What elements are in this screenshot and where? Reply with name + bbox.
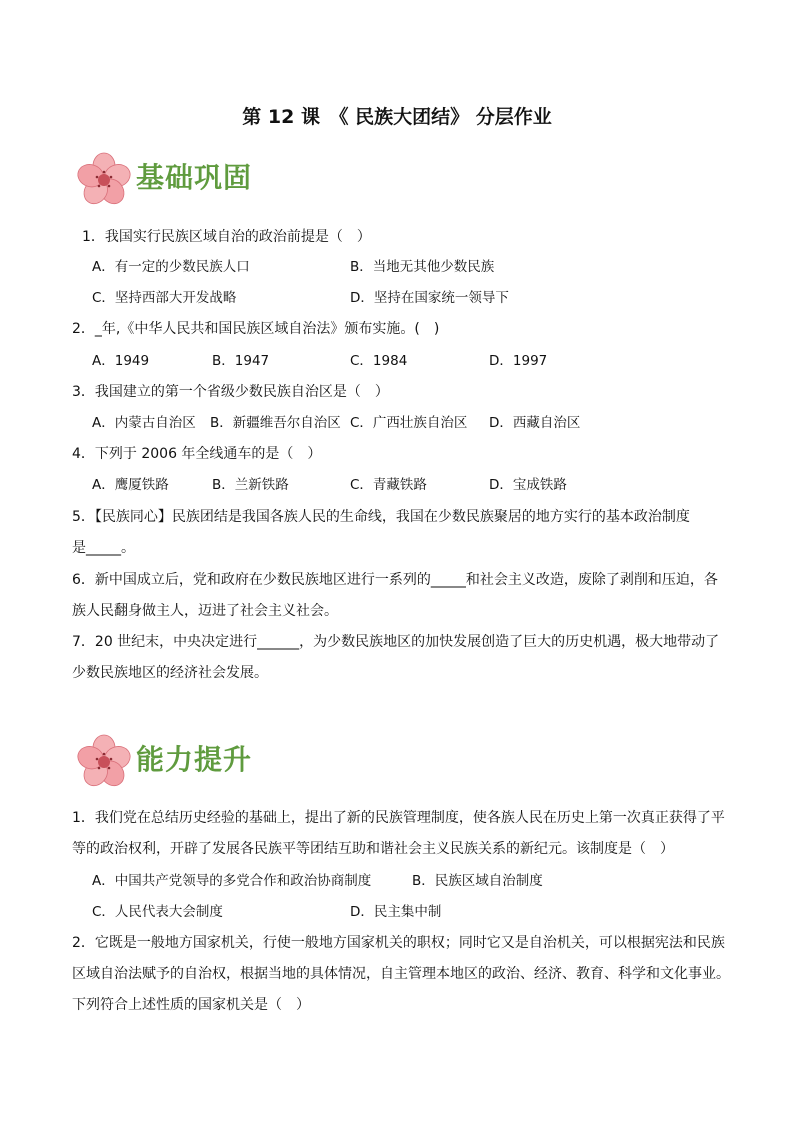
option-c: C．广西壮族自治区 — [350, 415, 468, 431]
question-line: 是_____。 — [72, 540, 135, 556]
question-line: 少数民族地区的经济社会发展。 — [72, 665, 268, 681]
option-b: B．兰新铁路 — [212, 477, 289, 493]
option-c: C．1984 — [350, 353, 408, 369]
section-title: 基础巩固 — [136, 161, 253, 194]
option-a: A．1949 — [92, 353, 150, 369]
question-line: 族人民翻身做主人，迈进了社会主义社会。 — [72, 603, 338, 619]
question-line: 6．新中国成立后，党和政府在少数民族地区进行一系列的_____和社会主义改造，废除了剥削和压迫，各 — [72, 572, 718, 588]
section-header-advanced — [74, 732, 274, 790]
question-line: 7．20 世纪末，中央决定进行______，为少数民族地区的加快发展创造了巨大的历史机遇，极大地带动了 — [72, 634, 720, 650]
option-d: D．宝成铁路 — [489, 477, 567, 493]
option-c: C．人民代表大会制度 — [92, 904, 223, 920]
option-d: D．西藏自治区 — [489, 415, 581, 431]
option-b: B．当地无其他少数民族 — [350, 259, 495, 275]
plum-blossom-icon — [74, 150, 138, 208]
option-c: C．坚持西部大开发战略 — [92, 290, 237, 306]
option-a: A．鹰厦铁路 — [92, 477, 169, 493]
option-a: A．中国共产党领导的多党合作和政治协商制度 — [92, 873, 372, 889]
question-stem: 3．我国建立的第一个省级少数民族自治区是（ ） — [72, 384, 389, 400]
option-b: B．民族区域自治制度 — [412, 873, 543, 889]
option-d: D．1997 — [489, 353, 548, 369]
section-header-basic — [74, 150, 274, 208]
option-b: B．新疆维吾尔自治区 — [210, 415, 341, 431]
page-title: 第 12 课 《 民族大团结》 分层作业 — [242, 106, 552, 128]
question-line: 区域自治法赋予的自治权，根据当地的具体情况，自主管理本地区的政治、经济、教育、科学和文化事业。 — [72, 966, 730, 982]
section-title: 能力提升 — [136, 743, 253, 776]
question-stem: 2．_年,《中华人民共和国民族区域自治法》颁布实施。( ) — [72, 321, 440, 337]
option-d: D．坚持在国家统一领导下 — [350, 290, 509, 306]
option-a: A．有一定的少数民族人口 — [92, 259, 250, 275]
question-line: 5．【民族同心】民族团结是我国各族人民的生命线，我国在少数民族聚居的地方实行的基本政治制度 — [72, 509, 690, 525]
option-c: C．青藏铁路 — [350, 477, 427, 493]
option-a: A．内蒙古自治区 — [92, 415, 196, 431]
question-line: 下列符合上述性质的国家机关是（ ） — [72, 997, 310, 1013]
question-line: 2．它既是一般地方国家机关，行使一般地方国家机关的职权；同时它又是自治机关，可以根据宪法和民族 — [72, 935, 725, 951]
question-stem: 4．下列于 2006 年全线通车的是（ ） — [72, 446, 322, 462]
question-line: 等的政治权利，开辟了发展各民族平等团结互助和谐社会主义民族关系的新纪元。该制度是（ ） — [72, 841, 674, 857]
option-d: D．民主集中制 — [350, 904, 442, 920]
plum-blossom-icon — [74, 732, 138, 790]
question-line: 1．我们党在总结历史经验的基础上，提出了新的民族管理制度，使各族人民在历史上第一次真正获得了平 — [72, 810, 725, 826]
option-b: B．1947 — [212, 353, 270, 369]
question-stem: 1．我国实行民族区域自治的政治前提是（ ） — [82, 229, 371, 245]
